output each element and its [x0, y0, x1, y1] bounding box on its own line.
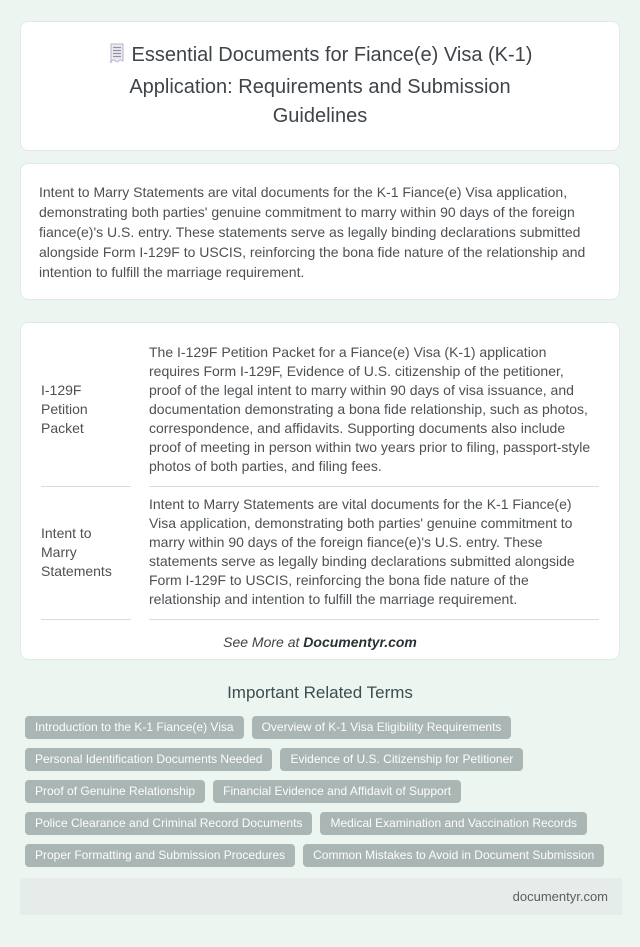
related-term-tag[interactable]: Overview of K-1 Visa Eligibility Requirements [252, 716, 512, 739]
related-term-tag[interactable]: Proof of Genuine Relationship [25, 780, 205, 803]
term-description: The I-129F Petition Packet for a Fiance(e) Visa (K-1) application requires Form I-129F, Evidence of U.S. citizenship of the petitioner, proof of the legal intent to marry within 90 days of visa issuance, and documentation demonstrating a bona fide relationship, such as photos, correspondence, and affidavits. Supporting documents also include proof of meeting in person within two years prior to filing, passport-style photos of both parties, and filing fees. [149, 335, 599, 487]
table-row [41, 335, 599, 487]
see-more-site: Documentyr.com [303, 634, 417, 650]
related-term-tag[interactable]: Proper Formatting and Submission Procedures [25, 844, 295, 867]
receipt-icon [108, 43, 125, 73]
footer-site-label: documentyr.com [512, 889, 608, 904]
related-term-tag[interactable]: Introduction to the K-1 Fiance(e) Visa [25, 716, 244, 739]
related-term-tag[interactable]: Medical Examination and Vaccination Records [320, 812, 587, 835]
related-terms-heading: Important Related Terms [227, 683, 413, 702]
related-term-tag[interactable]: Police Clearance and Criminal Record Documents [25, 812, 312, 835]
related-term-tag[interactable]: Evidence of U.S. Citizenship for Petitioner [280, 748, 523, 771]
see-more-prefix: See More at [223, 634, 300, 650]
page-title [81, 41, 559, 131]
footer-bar [20, 878, 622, 915]
related-term-tag[interactable]: Common Mistakes to Avoid in Document Submission [303, 844, 604, 867]
intro-paragraph: Intent to Marry Statements are vital documents for the K-1 Fiance(e) Visa application, demonstrating both parties' genuine commitment to marry within 90 days of the foreign fiance(e)'s U.S. entry. These statements serve as legally binding declarations submitted alongside Form I-129F to USCIS, reinforcing the bona fide nature of the relationship and intention to fulfill the marriage requirement. [39, 184, 586, 280]
intro-card [20, 163, 620, 300]
related-term-tag[interactable]: Financial Evidence and Affidavit of Support [213, 780, 461, 803]
related-terms-tags [25, 716, 625, 867]
title-card [20, 21, 620, 151]
table-row [41, 487, 599, 620]
related-term-tag[interactable]: Personal Identification Documents Needed [25, 748, 272, 771]
page-title-text: Essential Documents for Fiance(e) Visa (K-1) Application: Requirements and Submission Guidelines [129, 44, 533, 127]
definitions-card [20, 322, 620, 660]
term-label: Intent to Marry Statements [41, 487, 131, 620]
term-label: I-129F Petition Packet [41, 335, 131, 487]
term-description: Intent to Marry Statements are vital documents for the K-1 Fiance(e) Visa application, demonstrating both parties' genuine commitment to marry within 90 days of the foreign fiance(e)'s U.S. entry. These statements serve as legally binding declarations submitted alongside Form I-129F to USCIS, reinforcing the bona fide nature of the relationship and intention to fulfill the marriage requirement. [149, 487, 599, 620]
see-more-line [41, 634, 599, 650]
